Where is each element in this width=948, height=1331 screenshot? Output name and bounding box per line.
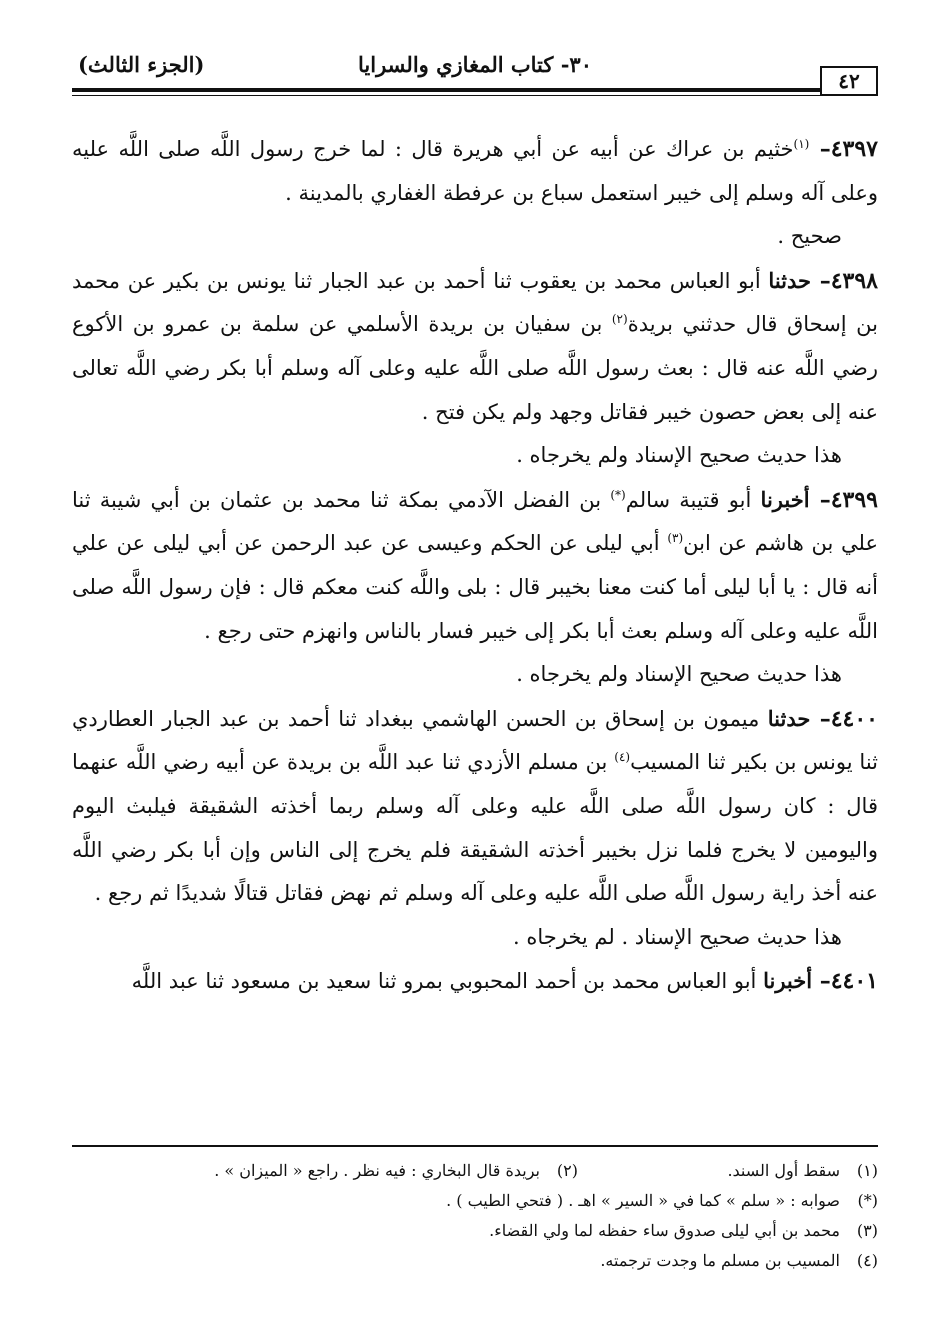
transmission-keyword: حدثنا xyxy=(767,705,811,731)
volume-label: (الجزء الثالث) xyxy=(78,52,205,77)
separator: – xyxy=(812,968,831,995)
hadith-4397 xyxy=(72,128,878,215)
footnote-text: المسيب بن مسلم ما وجدت ترجمته. xyxy=(600,1251,840,1270)
hadith-text: ميمون بن إسحاق بن الحسن الهاشمي ببغداد ثنا أحمد بن عبد الجبار العطاردي ثنا يونس بن بكير ثنا المسيب xyxy=(72,706,879,775)
footnotes xyxy=(72,1156,878,1276)
footnote-mark: (١) xyxy=(856,1161,878,1180)
hadith-number: ٤٣٩٨ xyxy=(830,267,878,294)
separator: – xyxy=(809,136,831,162)
footnote-ref: (١) xyxy=(793,137,810,151)
separator: – xyxy=(811,267,831,294)
grading: هذا حديث صحيح الإسناد . لم يخرجاه . xyxy=(513,924,842,949)
separator: – xyxy=(809,486,831,513)
hadith-number: ٤٤٠٠ xyxy=(830,705,878,732)
hadith-4399 xyxy=(72,478,878,653)
footnote-mark: (٣) xyxy=(856,1221,878,1240)
hadith-number: ٤٣٩٩ xyxy=(830,486,878,513)
footnote-2 xyxy=(214,1156,578,1186)
hadith-text: بن مسلم الأزدي ثنا عبد اللَّه بن بريدة عن أبيه رضي اللَّه عنهما قال : كان رسول اللَّه صلى اللَّه عليه وعلى آله وسلم ربما أخذته الشقيقة فيلبث اليوم واليومين لا يخرج فلما نزل بخيبر أخذته الشقيقة فلم يخرج إلى الناس وإن أبا بكر رضي اللَّه عنه أخذ راية رسول اللَّه صلى اللَّه عليه وعلى آله وسلم ثم نهض فقاتل قتالًا شديدًا ثم رجع . xyxy=(72,750,878,906)
footnote-divider xyxy=(72,1145,878,1147)
footnote-3 xyxy=(72,1216,878,1246)
footnote-text: صوابه : « سلم » كما في « السير » اهـ . ( فتحي الطيب ) . xyxy=(446,1191,840,1210)
footnote-ref: (*) xyxy=(610,487,626,502)
footnote-1 xyxy=(578,1156,878,1186)
separator: – xyxy=(810,705,831,732)
main-text xyxy=(72,128,878,1004)
header-rule-thin xyxy=(72,95,820,96)
grading: هذا حديث صحيح الإسناد ولم يخرجاه . xyxy=(516,662,842,687)
hadith-text: أبو العباس محمد بن يعقوب ثنا أحمد بن عبد الجبار ثنا يونس بن بكير عن محمد بن إسحاق قال حدثني بريدة xyxy=(72,268,878,337)
footnote-ref: (٣) xyxy=(667,531,684,546)
footnote-ref: (٢) xyxy=(611,312,628,327)
hadith-text: بن الفضل الآدمي بمكة ثنا محمد بن عثمان بن أبي شيبة ثنا علي بن هاشم عن ابن xyxy=(72,487,878,556)
hadith-4398 xyxy=(72,259,878,434)
transmission-keyword: حدثنا xyxy=(768,267,812,293)
hadith-text: أبو قتيبة سالم xyxy=(625,487,761,512)
hadith-text: أبو العباس محمد بن أحمد المحبوبي بمرو ثنا سعيد بن مسعود ثنا عبد اللَّه xyxy=(131,969,764,994)
hadith-text: بن سفيان بن بريدة الأسلمي عن سلمة بن عمرو بن الأكوع رضي اللَّه عنه قال : بعث رسول اللَّه صلى اللَّه عليه وعلى آله وسلم أبا بكر رضي اللَّه تعالى عنه إلى بعض حصون خيبر فقاتل وجهد ولم يكن فتح . xyxy=(72,312,878,424)
chapter-title: ٣٠- كتاب المغازي والسرايا xyxy=(358,52,592,77)
hadith-number: ٤٤٠١ xyxy=(830,968,878,995)
page-header xyxy=(72,52,878,98)
hadith-4400 xyxy=(72,697,878,916)
hadith-text: أبي ليلى عن الحكم وعيسى عن عبد الرحمن عن أبي ليلى عن علي أنه قال : يا أبا ليلى أما كنت معنا بخيبر قال : بلى واللَّه كنت معكم قال : فإن رسول اللَّه صلى اللَّه عليه وعلى آله وسلم بعث أبا بكر إلى خيبر فسار بالناس وانهزم حتى رجع . xyxy=(72,531,878,643)
grading: صحيح . xyxy=(777,224,842,249)
grading: هذا حديث صحيح الإسناد ولم يخرجاه . xyxy=(516,443,842,468)
header-rule-thick xyxy=(72,88,820,92)
footnote-ref: (٤) xyxy=(614,750,631,765)
footnote-mark: (*) xyxy=(857,1191,878,1210)
hadith-number: ٤٣٩٧ xyxy=(830,136,878,162)
footnote-mark: (٤) xyxy=(856,1251,878,1270)
hadith-4401 xyxy=(72,959,878,1004)
footnote-text: محمد بن أبي ليلى صدوق ساء حفظه لما ولي القضاء. xyxy=(489,1221,840,1240)
transmission-keyword: أخبرنا xyxy=(760,486,810,512)
footnote-row xyxy=(72,1156,878,1186)
page-number: ٤٢ xyxy=(820,66,878,96)
footnote-star xyxy=(72,1186,878,1216)
footnote-text: بريدة قال البخاري : فيه نظر . راجع « الميزان » . xyxy=(214,1161,540,1180)
footnote-4 xyxy=(72,1246,878,1276)
transmission-keyword: أخبرنا xyxy=(763,968,813,994)
hadith-text: خثيم بن عراك عن أبيه عن أبي هريرة قال : لما خرج رسول اللَّه صلى اللَّه عليه وعلى آله وسلم إلى خيبر استعمل سباع بن عرفطة الغفاري بالمدينة . xyxy=(72,137,878,205)
footnote-text: سقط أول السند. xyxy=(727,1161,840,1180)
footnote-mark: (٢) xyxy=(556,1161,578,1180)
